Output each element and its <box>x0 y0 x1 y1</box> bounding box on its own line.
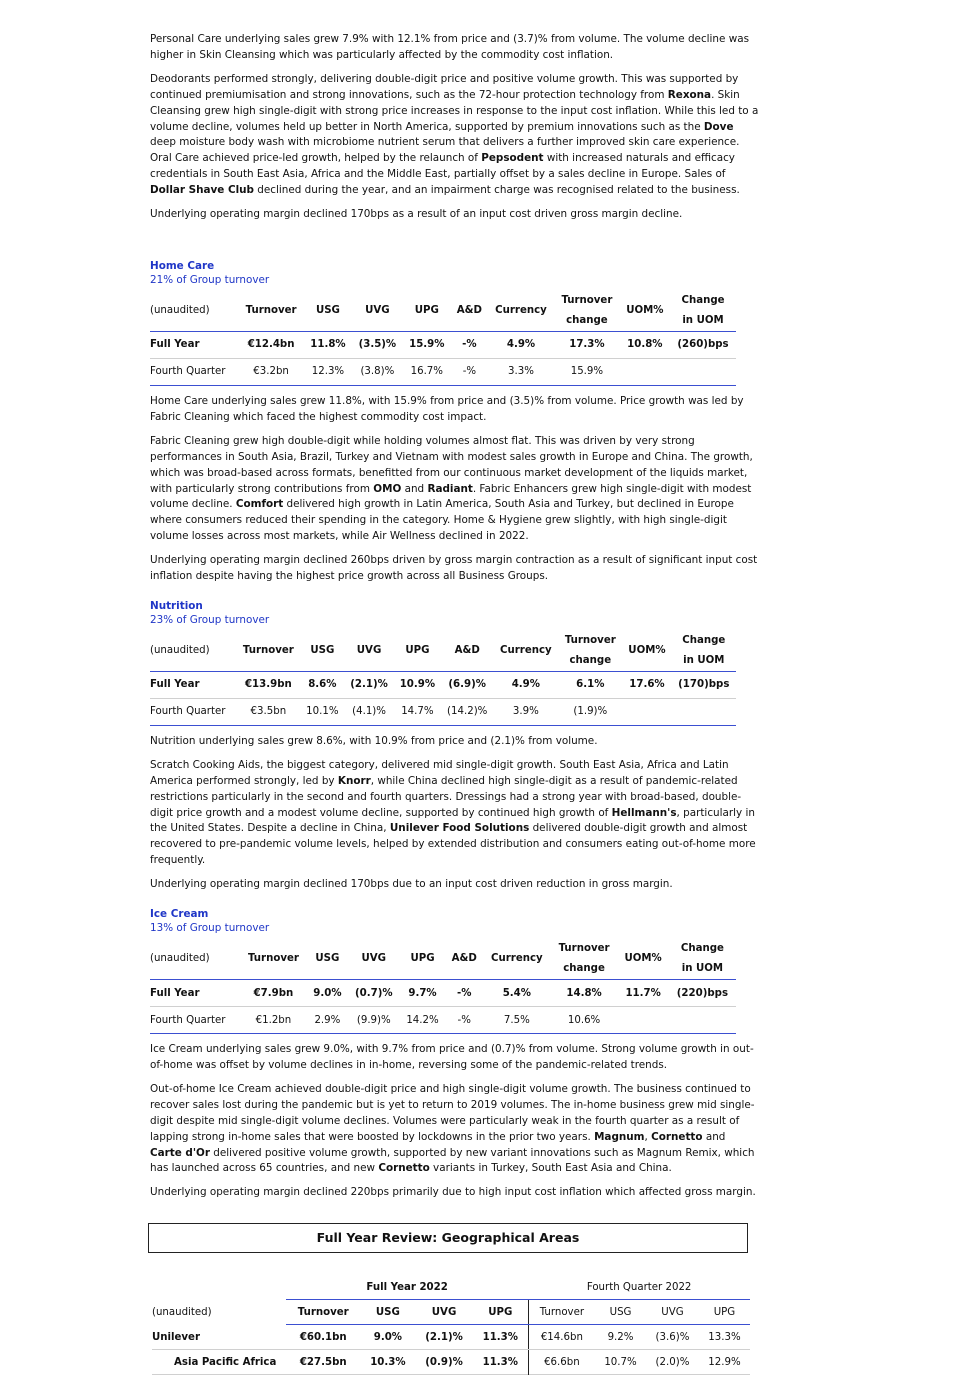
col-uom: UOM% <box>626 304 664 316</box>
col-turnover: Turnover <box>245 304 297 316</box>
table-row: Full Year €13.9bn 8.6% (2.1)% 10.9% (6.9)% 4.9% 6.1% 17.6% (170)bps <box>150 671 736 698</box>
col-currency: Currency <box>495 304 547 316</box>
nutrition-detail: Scratch Cooking Aids, the biggest category, delivered mid single-digit growth. South East Asia, Africa and Latin America performed strongly, led by Knorr, while China declined high single-digit as a result of pandemic-related restrictions particularly in the second and fourth quarters. Dressings had a strong year with broad-based, double-digit price growth and a modest volume decline, supported by continued high growth of Hellmann's, particularly in the United States. Despite a decline in China, Unilever Food Solutions delivered double-digit growth and almost recovered to pre-pandemic volume levels, helped by extended distribution and consumers eating out-of-home more frequently. <box>150 758 756 867</box>
geo-fy-header: Full Year 2022 <box>286 1275 528 1300</box>
ice-cream-subtitle: 13% of Group turnover <box>150 922 270 935</box>
table-row: Unilever €60.1bn 9.0% (2.1)% 11.3% €14.6bn 9.2% (3.6)% 13.3% <box>152 1325 750 1350</box>
ice-cream-margin: Underlying operating margin declined 220bps primarily due to high input cost inflation which affected gross margin. <box>150 1186 756 1199</box>
col-unaudited: (unaudited) <box>150 304 210 316</box>
table-row: Fourth Quarter €3.5bn 10.1% (4.1)% 14.7% (14.2)% 3.9% (1.9)% <box>150 706 608 718</box>
table-row: Fourth Quarter €1.2bn 2.9% (9.9)% 14.2% -% 7.5% 10.6% <box>150 1014 601 1026</box>
personal-care-summary: Personal Care underlying sales grew 7.9% with 12.1% from price and (3.7)% from volume. The volume decline was higher in Skin Cleansing which was particularly affected by the commodity cost inflation. <box>150 33 749 61</box>
nutrition-margin: Underlying operating margin declined 170bps due to an input cost driven reduction in gross margin. <box>150 878 673 891</box>
col-ad: A&D <box>456 304 482 316</box>
table-row: Asia Pacific Africa €27.5bn 10.3% (0.9)% 11.3% €6.6bn 10.7% (2.0)% 12.9% <box>152 1350 750 1375</box>
personal-care-margin: Underlying operating margin declined 170bps as a result of an input cost driven gross margin decline. <box>150 208 683 221</box>
col-usg: USG <box>315 304 340 316</box>
nutrition-summary: Nutrition underlying sales grew 8.6%, with 10.9% from price and (2.1)% from volume. <box>150 734 598 747</box>
home-care-detail: Fabric Cleaning grew high double-digit while holding volumes almost flat. This was driven by very strong performances in South Asia, Brazil, Turkey and Vietnam with modest sales growth in Europe and China. The growth, which was broad-based across formats, benefitted from our continuous market development of the liquids market, with particularly strong contributions from OMO and Radiant. Fabric Enhancers grew high single-digit with modest volume decline. Comfort delivered high growth in Latin America, South Asia and Turkey, but declined in Europe where consumers reduced their spending in the category. Home & Hygiene grew slightly, with high single-digit volume losses across most markets, while Air Wellness declined in 2022. <box>150 434 753 543</box>
col-upg: UPG <box>414 304 439 316</box>
home-care-subtitle: 21% of Group turnover <box>150 273 270 286</box>
ice-cream-detail: Out-of-home Ice Cream achieved double-digit price and high single-digit volume growth. The business continued to recover sales lost during the pandemic but is yet to return to 2019 volumes. The in-home business grew mid single-digit despite mid single-digit volume declines. Volumes were particularly weak in the fourth quarter as a result of lapping strong in-home sales that were boosted by lockdowns in the prior two years. Magnum, Cornetto and Carte d'Or delivered positive volume growth, supported by new variant innovations such as Magnum Remix, which has launched across 65 countries, and new Cornetto variants in Turkey, South East Asia and China. <box>150 1082 755 1175</box>
ice-cream-summary: Ice Cream underlying sales grew 9.0%, with 9.7% from price and (0.7)% from volume. Strong volume growth in out-of-home was offset by volume declines in in-home, reversing some of the pandemic-related trends. <box>150 1043 754 1071</box>
nutrition-subtitle: 23% of Group turnover <box>150 613 270 626</box>
col-change-uom: Change in UOM <box>681 294 725 326</box>
home-care-title: Home Care <box>150 259 215 272</box>
nutrition-table: (unaudited) Turnover USG UVG UPG A&D Currency Turnover change UOM% Change in UOM Full Year €13.9bn 8.6% (2.1)% 10.9% (6.9)% 4.9% 6.1% 17.6% (170)bps Fourth Quarter €3.5bn 10.1% (4.1)% 14.7% (14.2)% 3.9% (1.9)% <box>150 631 736 726</box>
table-row: Full Year €12.4bn 11.8% (3.5)% 15.9% -% 4.9% 17.3% 10.8% (260)bps <box>150 331 736 358</box>
geo-review-title: Full Year Review: Geographical Areas <box>148 1223 748 1253</box>
geo-unaudited: (unaudited) <box>152 1306 212 1318</box>
personal-care-detail: Deodorants performed strongly, delivering double-digit price and positive volume growth. This was supported by continued premiumisation and strong innovations, such as the 72-hour protection technology from Rexona. Skin Cleansing grew high single-digit with strong price increases in response to the input cost inflation. While this led to a volume decline, volumes held up better in North America, supported by premium innovations such as the Dove deep moisture body wash with microbiome nutrient serum that delivers a further improved skin care experience. Oral Care achieved price-led growth, helped by the relaunch of Pepsodent with increased naturals and efficacy credentials in South East Asia, Africa and the Middle East, partially offset by a sales decline in Europe. Sales of Dollar Shave Club declined during the year, and an impairment charge was recognised related to the business. <box>150 72 759 197</box>
col-uvg: UVG <box>365 304 390 316</box>
home-care-margin: Underlying operating margin declined 260bps driven by gross margin contraction as a result of significant input cost inflation despite having the highest price growth across all Business Groups. <box>150 554 758 583</box>
table-row: Fourth Quarter €3.2bn 12.3% (3.8)% 16.7% -% 3.3% 15.9% <box>150 366 604 378</box>
table-row: Full Year €7.9bn 9.0% (0.7)% 9.7% -% 5.4% 14.8% 11.7% (220)bps <box>150 980 736 1007</box>
geo-q4-header: Fourth Quarter 2022 <box>528 1275 750 1300</box>
document-page <box>150 32 760 1375</box>
ice-cream-table: (unaudited) Turnover USG UVG UPG A&D Currency Turnover change UOM% Change in UOM Full Year €7.9bn 9.0% (0.7)% 9.7% -% 5.4% 14.8% 11.7% (220)bps Fourth Quarter €1.2bn 2.9% (9.9)% 14.2% -% 7.5% 10.6% <box>150 939 736 1034</box>
geo-table: Full Year 2022 Fourth Quarter 2022 (unaudited) Turnover USG UVG UPG Turnover USG UVG UPG Unilever €60.1bn 9.0% (2.1)% 11.3% €14.6bn 9.2% (3.6)% 13.3% Asia Pacific Africa €27.5bn 10.3% (0.9)% 11.3% €6.6bn 10.7% (2.0)% 12.9% <box>152 1275 750 1375</box>
col-turnover-change: Turnover change <box>561 294 613 326</box>
nutrition-title: Nutrition <box>150 599 203 612</box>
ice-cream-title: Ice Cream <box>150 908 209 921</box>
home-care-summary: Home Care underlying sales grew 11.8%, with 15.9% from price and (3.5)% from volume. Price growth was led by Fabric Cleaning which faced the highest commodity cost impact. <box>150 394 744 423</box>
home-care-table <box>150 291 736 386</box>
